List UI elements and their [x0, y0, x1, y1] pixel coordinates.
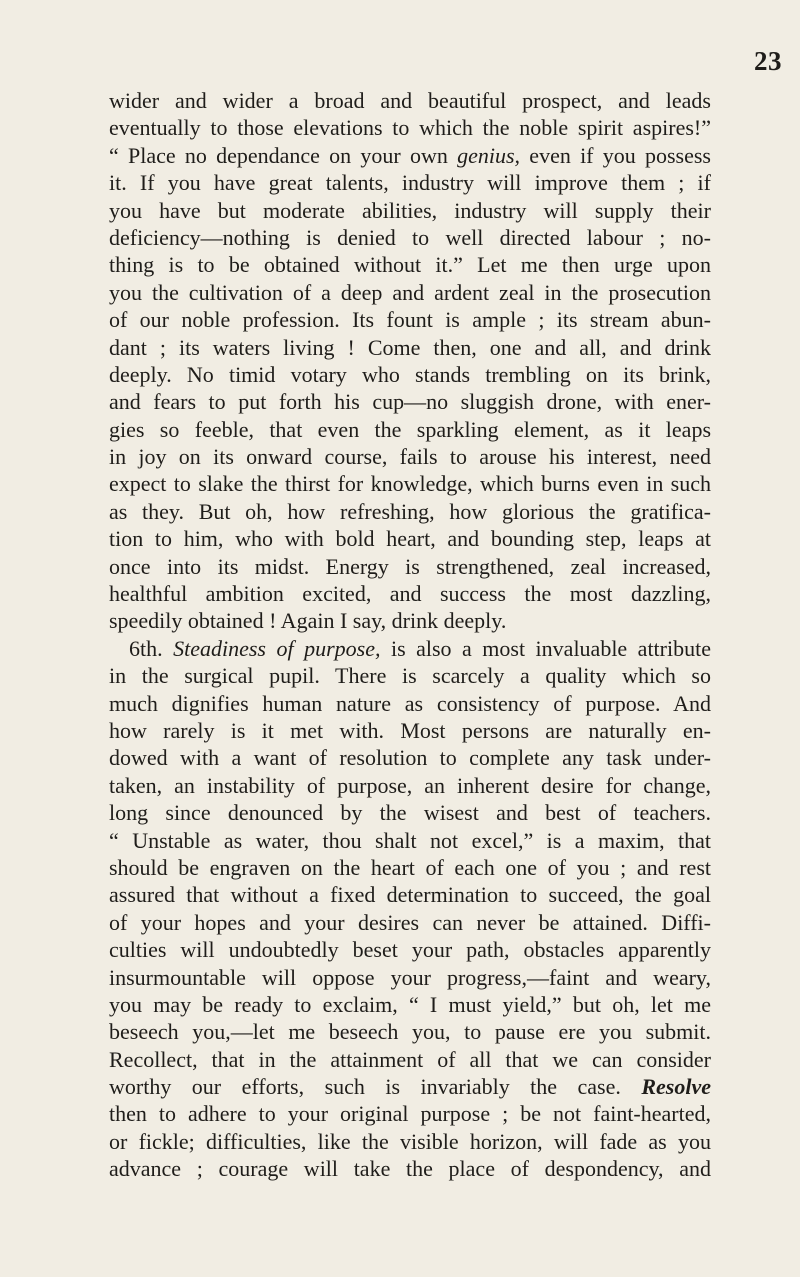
text-line [109, 635, 711, 662]
text-run: tion to him, who with bold heart, and bounding step, leaps at [109, 526, 711, 552]
text-run: of your hopes and your desires can never be attained. Diffi- [109, 909, 711, 935]
text-line [109, 854, 711, 881]
text-run: deeply. No timid votary who stands trembling on its brink, [109, 361, 711, 387]
text-run: how rarely is it met with. Most persons are naturally en- [109, 717, 711, 743]
text-line [109, 690, 711, 717]
text-line [109, 306, 711, 333]
text-run: wider and wider a broad and beautiful prospect, and leads [109, 88, 711, 113]
text-run: should be engraven on the heart of each one of you ; and rest [109, 854, 711, 880]
text-run: thing is to be obtained without it.” Let me then urge upon [109, 252, 711, 278]
text-run: you the cultivation of a deep and ardent zeal in the prosecution [109, 279, 711, 305]
text-line [109, 717, 711, 744]
text-line [109, 799, 711, 826]
text-run: advance ; courage will take the place of despondency, and [109, 1156, 711, 1182]
text-run: in the surgical pupil. There is scarcely a quality which so [109, 663, 711, 689]
text-run: is also a most invaluable attribute [380, 635, 711, 661]
text-line [109, 1128, 711, 1155]
emphasized-text: Resolve [641, 1074, 711, 1100]
text-run: you may be ready to exclaim, “ I must yield,” but oh, let me [109, 991, 711, 1017]
emphasized-text: genius, [457, 142, 521, 168]
text-line [109, 909, 711, 936]
text-line [109, 1155, 711, 1182]
text-line [109, 443, 711, 470]
text-line [109, 1100, 711, 1127]
text-run: Recollect, that in the attainment of all that we can consider [109, 1046, 711, 1072]
text-run: gies so feeble, that even the sparkling element, as it leaps [109, 416, 711, 442]
text-line [109, 470, 711, 497]
text-line [109, 607, 711, 634]
text-line [109, 1073, 711, 1100]
text-run: long since denounced by the wisest and best of teachers. [109, 800, 711, 826]
text-line [109, 197, 711, 224]
text-line [109, 936, 711, 963]
text-run: 6th. [129, 635, 174, 661]
emphasized-text: Steadiness of purpose, [173, 635, 381, 661]
text-line [109, 580, 711, 607]
text-line [109, 388, 711, 415]
text-run: dowed with a want of resolution to complete any task under- [109, 745, 711, 771]
text-line [109, 1018, 711, 1045]
text-run: it. If you have great talents, industry will improve them ; if [109, 170, 711, 196]
text-line [109, 881, 711, 908]
text-run: insurmountable will oppose your progress,—faint and weary, [109, 964, 711, 990]
text-line [109, 991, 711, 1018]
text-run: worthy our efforts, such is invariably the case. [109, 1074, 642, 1100]
text-run: taken, an instability of purpose, an inherent desire for change, [109, 772, 711, 798]
text-line [109, 251, 711, 278]
text-run: of our noble profession. Its fount is ample ; its stream abun- [109, 307, 711, 333]
text-run: expect to slake the thirst for knowledge, which burns even in such [109, 471, 711, 497]
text-line [109, 279, 711, 306]
text-run: speedily obtained ! Again I say, drink deeply. [109, 608, 507, 634]
page-number: 23 [754, 46, 782, 76]
text-run: once into its midst. Energy is strengthened, zeal increased, [109, 553, 711, 579]
text-run: healthful ambition excited, and success the most dazzling, [109, 581, 711, 607]
text-line [109, 361, 711, 388]
text-run: as they. But oh, how refreshing, how glorious the gratifica- [109, 498, 711, 524]
text-run: much dignifies human nature as consistency of purpose. And [109, 690, 711, 716]
text-run: then to adhere to your original purpose ; be not faint-hearted, [109, 1101, 711, 1127]
text-run: “ Place no dependance on your own [109, 142, 458, 168]
text-line [109, 964, 711, 991]
text-line [109, 169, 711, 196]
text-run: in joy on its onward course, fails to arouse his interest, need [109, 444, 711, 470]
text-line [109, 498, 711, 525]
text-line [109, 525, 711, 552]
text-line [109, 334, 711, 361]
text-run: deficiency—nothing is denied to well directed labour ; no- [109, 224, 711, 250]
text-line [109, 114, 711, 141]
text-run: you have but moderate abilities, industry will supply their [109, 197, 711, 223]
text-line [109, 772, 711, 799]
text-line [109, 553, 711, 580]
text-run: beseech you,—let me beseech you, to pause ere you submit. [109, 1019, 711, 1045]
text-line [109, 224, 711, 251]
text-line [109, 827, 711, 854]
text-run: “ Unstable as water, thou shalt not excel,” is a maxim, that [109, 827, 711, 853]
body-text [109, 87, 711, 1183]
text-run: and fears to put forth his cup—no sluggish drone, with ener- [109, 389, 711, 415]
text-run: or fickle; difficulties, like the visible horizon, will fade as you [109, 1128, 711, 1154]
text-line [109, 744, 711, 771]
text-line [109, 87, 711, 114]
text-run: eventually to those elevations to which the noble spirit aspires!” [109, 115, 711, 141]
text-run: culties will undoubtedly beset your path, obstacles apparently [109, 937, 711, 963]
text-run: assured that without a fixed determination to succeed, the goal [109, 882, 711, 908]
text-line [109, 662, 711, 689]
text-line [109, 416, 711, 443]
text-line [109, 142, 711, 169]
text-run: even if you possess [520, 142, 711, 168]
text-line [109, 1046, 711, 1073]
text-run: dant ; its waters living ! Come then, one and all, and drink [109, 334, 711, 360]
